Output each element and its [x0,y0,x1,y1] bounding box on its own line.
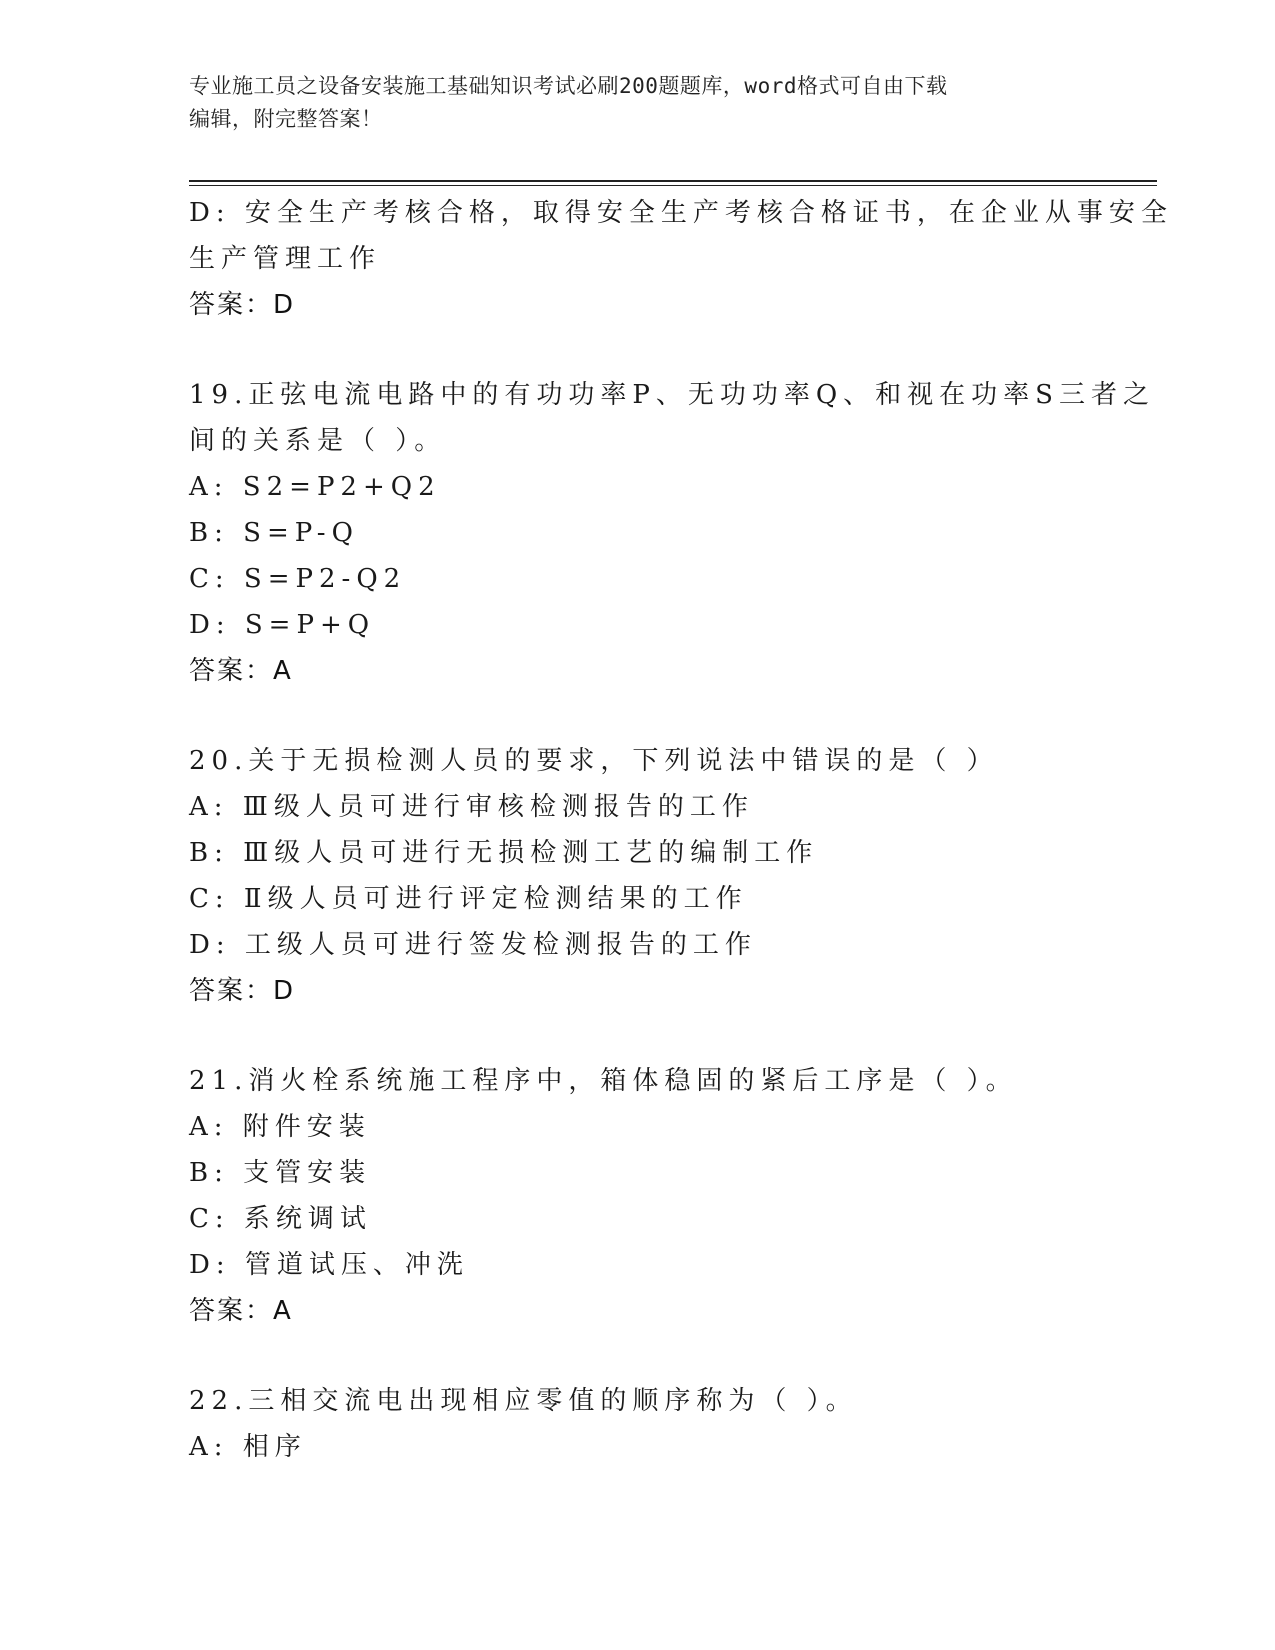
spacer [189,694,1089,738]
page-header [189,70,1089,136]
question-stem-continued: 间的关系是（ ）。 [189,426,447,456]
answer-label: 答案：D [189,976,296,1006]
answer-label: 答案：D [189,290,296,320]
option-d: D: 工级人员可进行签发检测报告的工作 [189,930,757,960]
header-divider-thick [189,180,1157,182]
option-c: C: 系统调试 [189,1204,372,1234]
header-divider-thin [189,185,1157,186]
option-a: A: Ⅲ级人员可进行审核检测报告的工作 [189,792,754,822]
option-b: B: Ⅲ级人员可进行无损检测工艺的编制工作 [189,838,819,868]
header-title-line1: 专业施工员之设备安装施工基础知识考试必刷200题题库，word格式可自由下载 [189,74,948,98]
option-a: A: 附件安装 [189,1112,371,1142]
option-d-continued: 生产管理工作 [189,244,382,274]
option-d: D: 管道试压、冲洗 [189,1250,469,1280]
option-b: B: S=P-Q [189,518,359,548]
question-stem: 21.消火栓系统施工程序中，箱体稳固的紧后工序是（ ）。 [189,1066,1018,1096]
option-c: C: Ⅱ级人员可进行评定检测结果的工作 [189,884,748,914]
option-b: B: 支管安装 [189,1158,372,1188]
option-d: D: S=P+Q [189,610,376,640]
option-c: C: S=P2-Q2 [189,564,407,594]
option-a: A: 相序 [189,1432,307,1462]
question-20 [189,738,1089,1014]
spacer [189,1014,1089,1058]
question-22 [189,1378,1089,1470]
option-d: D: 安全生产考核合格，取得安全生产考核合格证书，在企业从事安全 [189,198,1173,228]
option-a: A: S2=P2+Q2 [189,472,441,502]
header-title-line2: 编辑，附完整答案！ [189,107,383,131]
previous-question-tail [189,190,1173,328]
spacer [189,328,1089,372]
spacer [189,1334,1089,1378]
question-stem: 20.关于无损检测人员的要求，下列说法中错误的是（ ） [189,746,999,776]
question-stem: 19.正弦电流电路中的有功功率P、无功功率Q、和视在功率S三者之 [189,380,1155,410]
question-content [189,190,1173,1470]
answer-label: 答案：A [189,656,293,686]
answer-label: 答案：A [189,1296,293,1326]
question-19 [189,372,1155,694]
question-21 [189,1058,1089,1334]
question-stem: 22.三相交流电出现相应零值的顺序称为（ ）。 [189,1386,858,1416]
